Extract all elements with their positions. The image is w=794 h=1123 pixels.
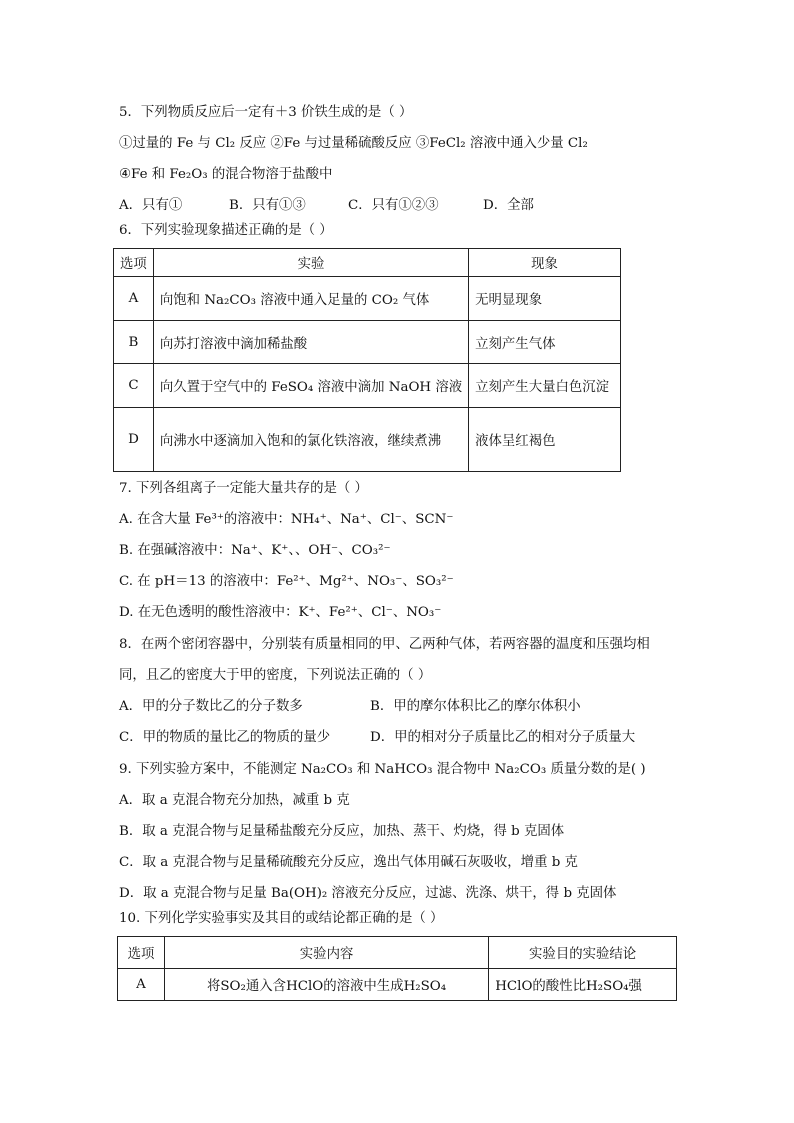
q6-row-d-experiment: 向沸水中逐滴加入饱和的氯化铁溶液，继续煮沸: [153, 408, 468, 472]
q6-header-phenomenon: 现象: [469, 249, 621, 277]
q6-row-c-option: C: [114, 364, 154, 408]
q6-stem: 6．下列实验现象描述正确的是（ ）: [119, 223, 333, 238]
q6-row-d-phenomenon: 液体呈红褐色: [469, 408, 621, 472]
q7-option-b: B. 在强碱溶液中：Na⁺、K⁺、、OH⁻、CO₃²⁻: [119, 543, 391, 558]
q6-table: [113, 248, 621, 472]
q7-stem: 7. 下列各组离子一定能大量共存的是（ ）: [119, 481, 368, 496]
q10-table: [117, 936, 677, 1001]
q9-option-b: B．取 a 克混合物与足量稀盐酸充分反应，加热、蒸干、灼烧，得 b 克固体: [119, 824, 565, 839]
q5-statements-line1: ①过量的 Fe 与 Cl₂ 反应 ②Fe 与过量稀硫酸反应 ③FeCl₂ 溶液中通入少量 Cl₂: [119, 136, 588, 151]
q6-header-row: [114, 249, 621, 277]
q6-row-a-phenomenon: 无明显现象: [469, 277, 621, 321]
q5-statements-line2: ④Fe 和 Fe₂O₃ 的混合物溶于盐酸中: [119, 167, 333, 182]
table-row: [114, 364, 621, 408]
q5-options: [119, 197, 679, 215]
q10-row-a-option: A: [118, 969, 165, 1001]
table-row: [114, 277, 621, 321]
q10-header-option: 选项: [118, 937, 165, 969]
q9-option-c: C．取 a 克混合物与足量稀硫酸充分反应，逸出气体用碱石灰吸收，增重 b 克: [119, 855, 578, 870]
q10-header-row: [118, 937, 677, 969]
q6-row-c-phenomenon: 立刻产生大量白色沉淀: [469, 364, 621, 408]
q8-options-row1: [119, 698, 679, 716]
q5-option-d: D．全部: [483, 198, 534, 213]
q8-stem-line2: 同，且乙的密度大于甲的密度，下列说法正确的（ ）: [119, 668, 432, 683]
q8-stem-line1: 8．在两个密闭容器中，分别装有质量相同的甲、乙两种气体，若两容器的温度和压强均相: [119, 637, 650, 652]
q9-stem: 9. 下列实验方案中，不能测定 Na₂CO₃ 和 NaHCO₃ 混合物中 Na₂CO₃ 质量分数的是( ): [119, 762, 646, 777]
table-row: [114, 321, 621, 364]
table-row: [118, 969, 677, 1001]
q8-option-a: A．甲的分子数比乙的分子数多: [119, 699, 303, 714]
q7-option-d: D. 在无色透明的酸性溶液中：K⁺、Fe²⁺、Cl⁻、NO₃⁻: [119, 605, 442, 620]
q10-stem: 10. 下列化学实验事实及其目的或结论都正确的是（ ）: [119, 911, 444, 926]
q6-row-c-experiment: 向久置于空气中的 FeSO₄ 溶液中滴加 NaOH 溶液: [153, 364, 468, 408]
q6-row-b-phenomenon: 立刻产生气体: [469, 321, 621, 364]
q7-option-c: C. 在 pH＝13 的溶液中：Fe²⁺、Mg²⁺、NO₃⁻、SO₃²⁻: [119, 574, 454, 589]
q10-row-a-conclusion: HClO的酸性比H₂SO₄强: [489, 969, 677, 1001]
q10-row-a-content: 将SO₂通入含HClO的溶液中生成H₂SO₄: [164, 969, 488, 1001]
q7-option-a: A. 在含大量 Fe³⁺的溶液中：NH₄⁺、Na⁺、Cl⁻、SCN⁻: [119, 512, 454, 527]
q5-option-c: C．只有①②③: [348, 198, 439, 213]
q6-row-b-option: B: [114, 321, 154, 364]
q6-row-b-experiment: 向苏打溶液中滴加稀盐酸: [153, 321, 468, 364]
q8-option-b: B．甲的摩尔体积比乙的摩尔体积小: [370, 699, 581, 714]
q8-options-row2: [119, 729, 679, 747]
q5-stem: 5．下列物质反应后一定有＋3 价铁生成的是（ ）: [119, 105, 413, 120]
q6-row-a-option: A: [114, 277, 154, 321]
q9-option-d: D．取 a 克混合物与足量 Ba(OH)₂ 溶液充分反应，过滤、洗涤、烘干，得 b 克固体: [119, 886, 617, 901]
q8-option-c: C．甲的物质的量比乙的物质的量少: [119, 730, 331, 745]
q5-option-b: B．只有①③: [229, 198, 306, 213]
q10-header-conclusion: 实验目的实验结论: [489, 937, 677, 969]
q8-option-d: D．甲的相对分子质量比乙的相对分子质量大: [370, 730, 636, 745]
q9-option-a: A．取 a 克混合物充分加热，减重 b 克: [119, 793, 350, 808]
table-row: [114, 408, 621, 472]
q6-header-experiment: 实验: [153, 249, 468, 277]
q6-header-option: 选项: [114, 249, 154, 277]
q10-header-content: 实验内容: [164, 937, 488, 969]
q6-row-d-option: D: [114, 408, 154, 472]
q5-option-a: A．只有①: [119, 198, 183, 213]
q6-row-a-experiment: 向饱和 Na₂CO₃ 溶液中通入足量的 CO₂ 气体: [153, 277, 468, 321]
